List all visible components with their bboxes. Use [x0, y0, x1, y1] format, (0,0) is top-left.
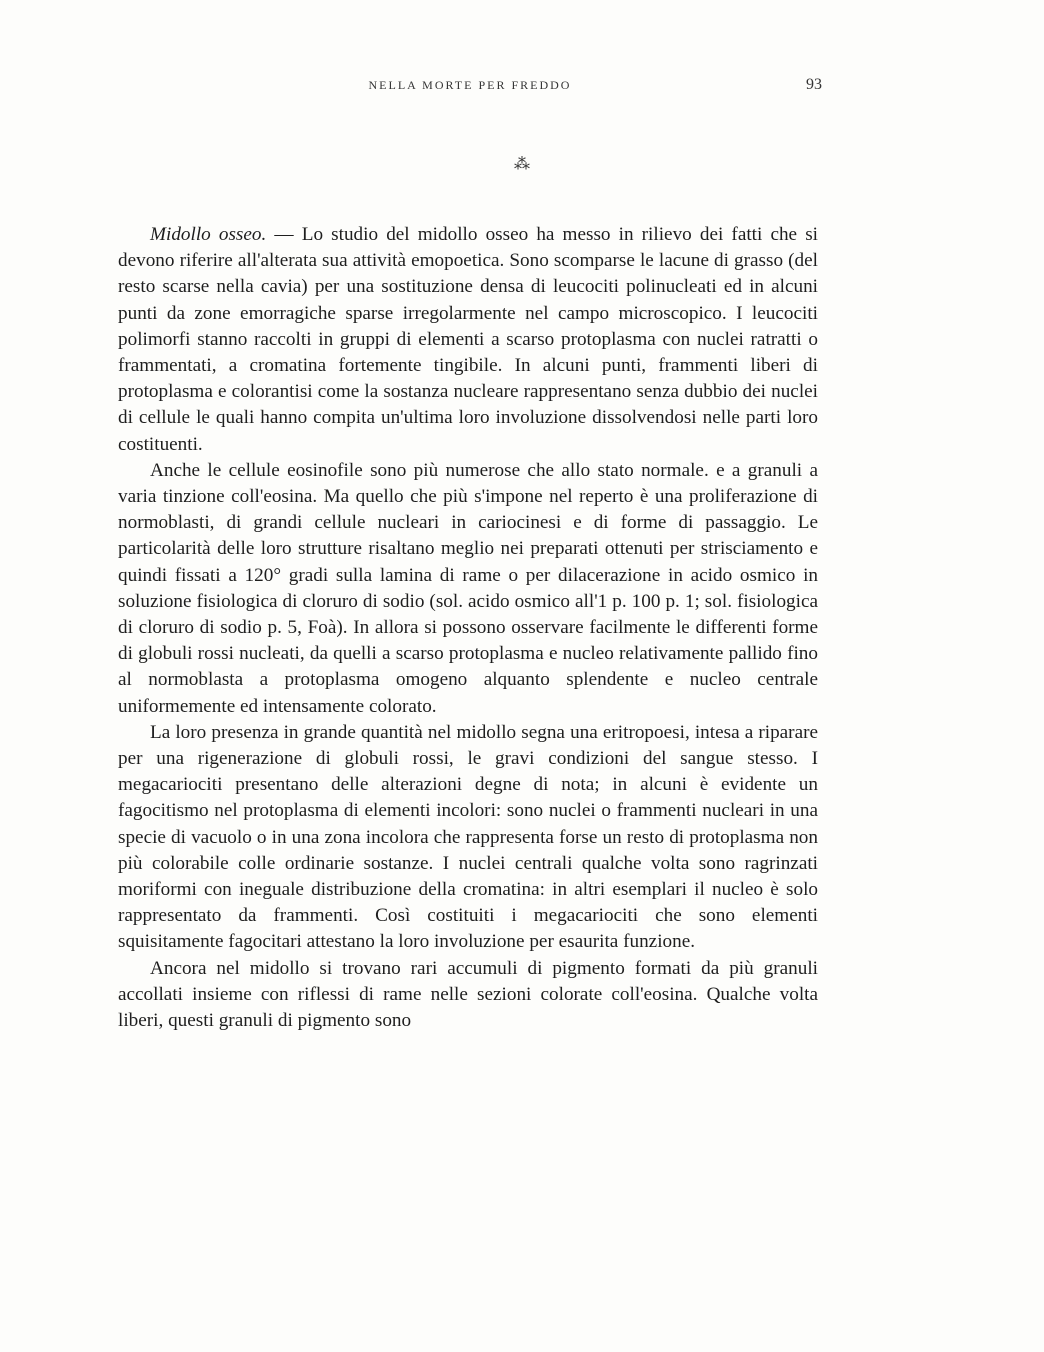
paragraph-text: — Lo studio del midollo osseo ha messo in rilievo dei fatti che si devono riferire all'alterata sua attività emopoetica. Sono scomparse le lacune di grasso (del resto scarse nella cavia) per una sostituzione densa di leucociti polinucleati ed in alcuni punti da zone emorragiche sparse irregolarmente nel campo microscopico. I leucociti polimorfi stanno raccolti in gruppi di elementi a scarso protoplasma con nuclei ratratti o frammentati, a cromatina fortemente tingibile. In alcuni punti, frammenti liberi di protoplasma e colorantisi come la sostanza nucleare rappresentano senza dubbio dei nuclei di cellule le quali hanno compita un'ultima loro involuzione dissolvendosi nelle parti loro costituenti.: [118, 224, 818, 455]
page-number: 93: [806, 76, 822, 93]
paragraph-midollo-osseo: [118, 222, 818, 458]
page-header: [118, 78, 822, 100]
paragraph-eritropoesi: La loro presenza in grande quantità nel midollo segna una eritropoesi, intesa a riparare per una rigenerazione di globuli rossi, le gravi condizioni del sangue stesso. I megacariociti presentano delle alterazioni degne di nota; in alcuni è evidente un fagocitismo nel protoplasma di elementi incolori: sono nuclei o frammenti nucleari in una specie di vacuolo o in una zona incolora che rappresenta forse un resto di protoplasma non più colorabile colle ordinarie sostanze. I nuclei centrali qualche volta sono ragrinzati moriformi con ineguale distribuzione della cromatina: in altri esemplari il nucleo è solo rappresentato da frammenti. Così costituiti i megacariociti che sono elementi squisitamente fagocitari attestano la loro involuzione per esaurita funzione.: [118, 721, 818, 953]
body-text: [118, 222, 818, 1034]
paragraph-pigmento: Ancora nel midollo si trovano rari accumuli di pigmento formati da più granuli accollati insieme con riflessi di rame nelle sezioni colorate coll'eosina. Qualche volta liberi, questi granuli di pigmento sono: [118, 957, 818, 1032]
paragraph-lead: Midollo osseo.: [150, 224, 267, 245]
paragraph-eosinofile: Anche le cellule eosinofile sono più numerose che allo stato normale. e a granuli a varia tinzione coll'eosina. Ma quello che più s'impone nel reperto è una proliferazione di normoblasti, di grandi cellule nucleari in cariocinesi e di forme di passaggio. Le particolarità delle loro strutture risaltano meglio nei preparati ottenuti per strisciamento e quindi fissati a 120° gradi sulla lamina di rame o per dilacerazione in acido osmico in soluzione fisiologica di cloruro di sodio (sol. acido osmico all'1 p. 100 p. 1; sol. fisiologica di cloruro di sodio p. 5, Foà). In allora si possono osservare facilmente le differenti forme di globuli rossi nucleati, da quelli a scarso protoplasma e nucleo relativamente pallido fino al normoblasta a protoplasma omogeno alquanto splendente e nucleo centrale uniformemente ed intensamente colorato.: [118, 459, 818, 717]
section-asterism: ⁂: [514, 154, 530, 173]
running-head: NELLA MORTE PER FREDDO: [368, 78, 572, 92]
